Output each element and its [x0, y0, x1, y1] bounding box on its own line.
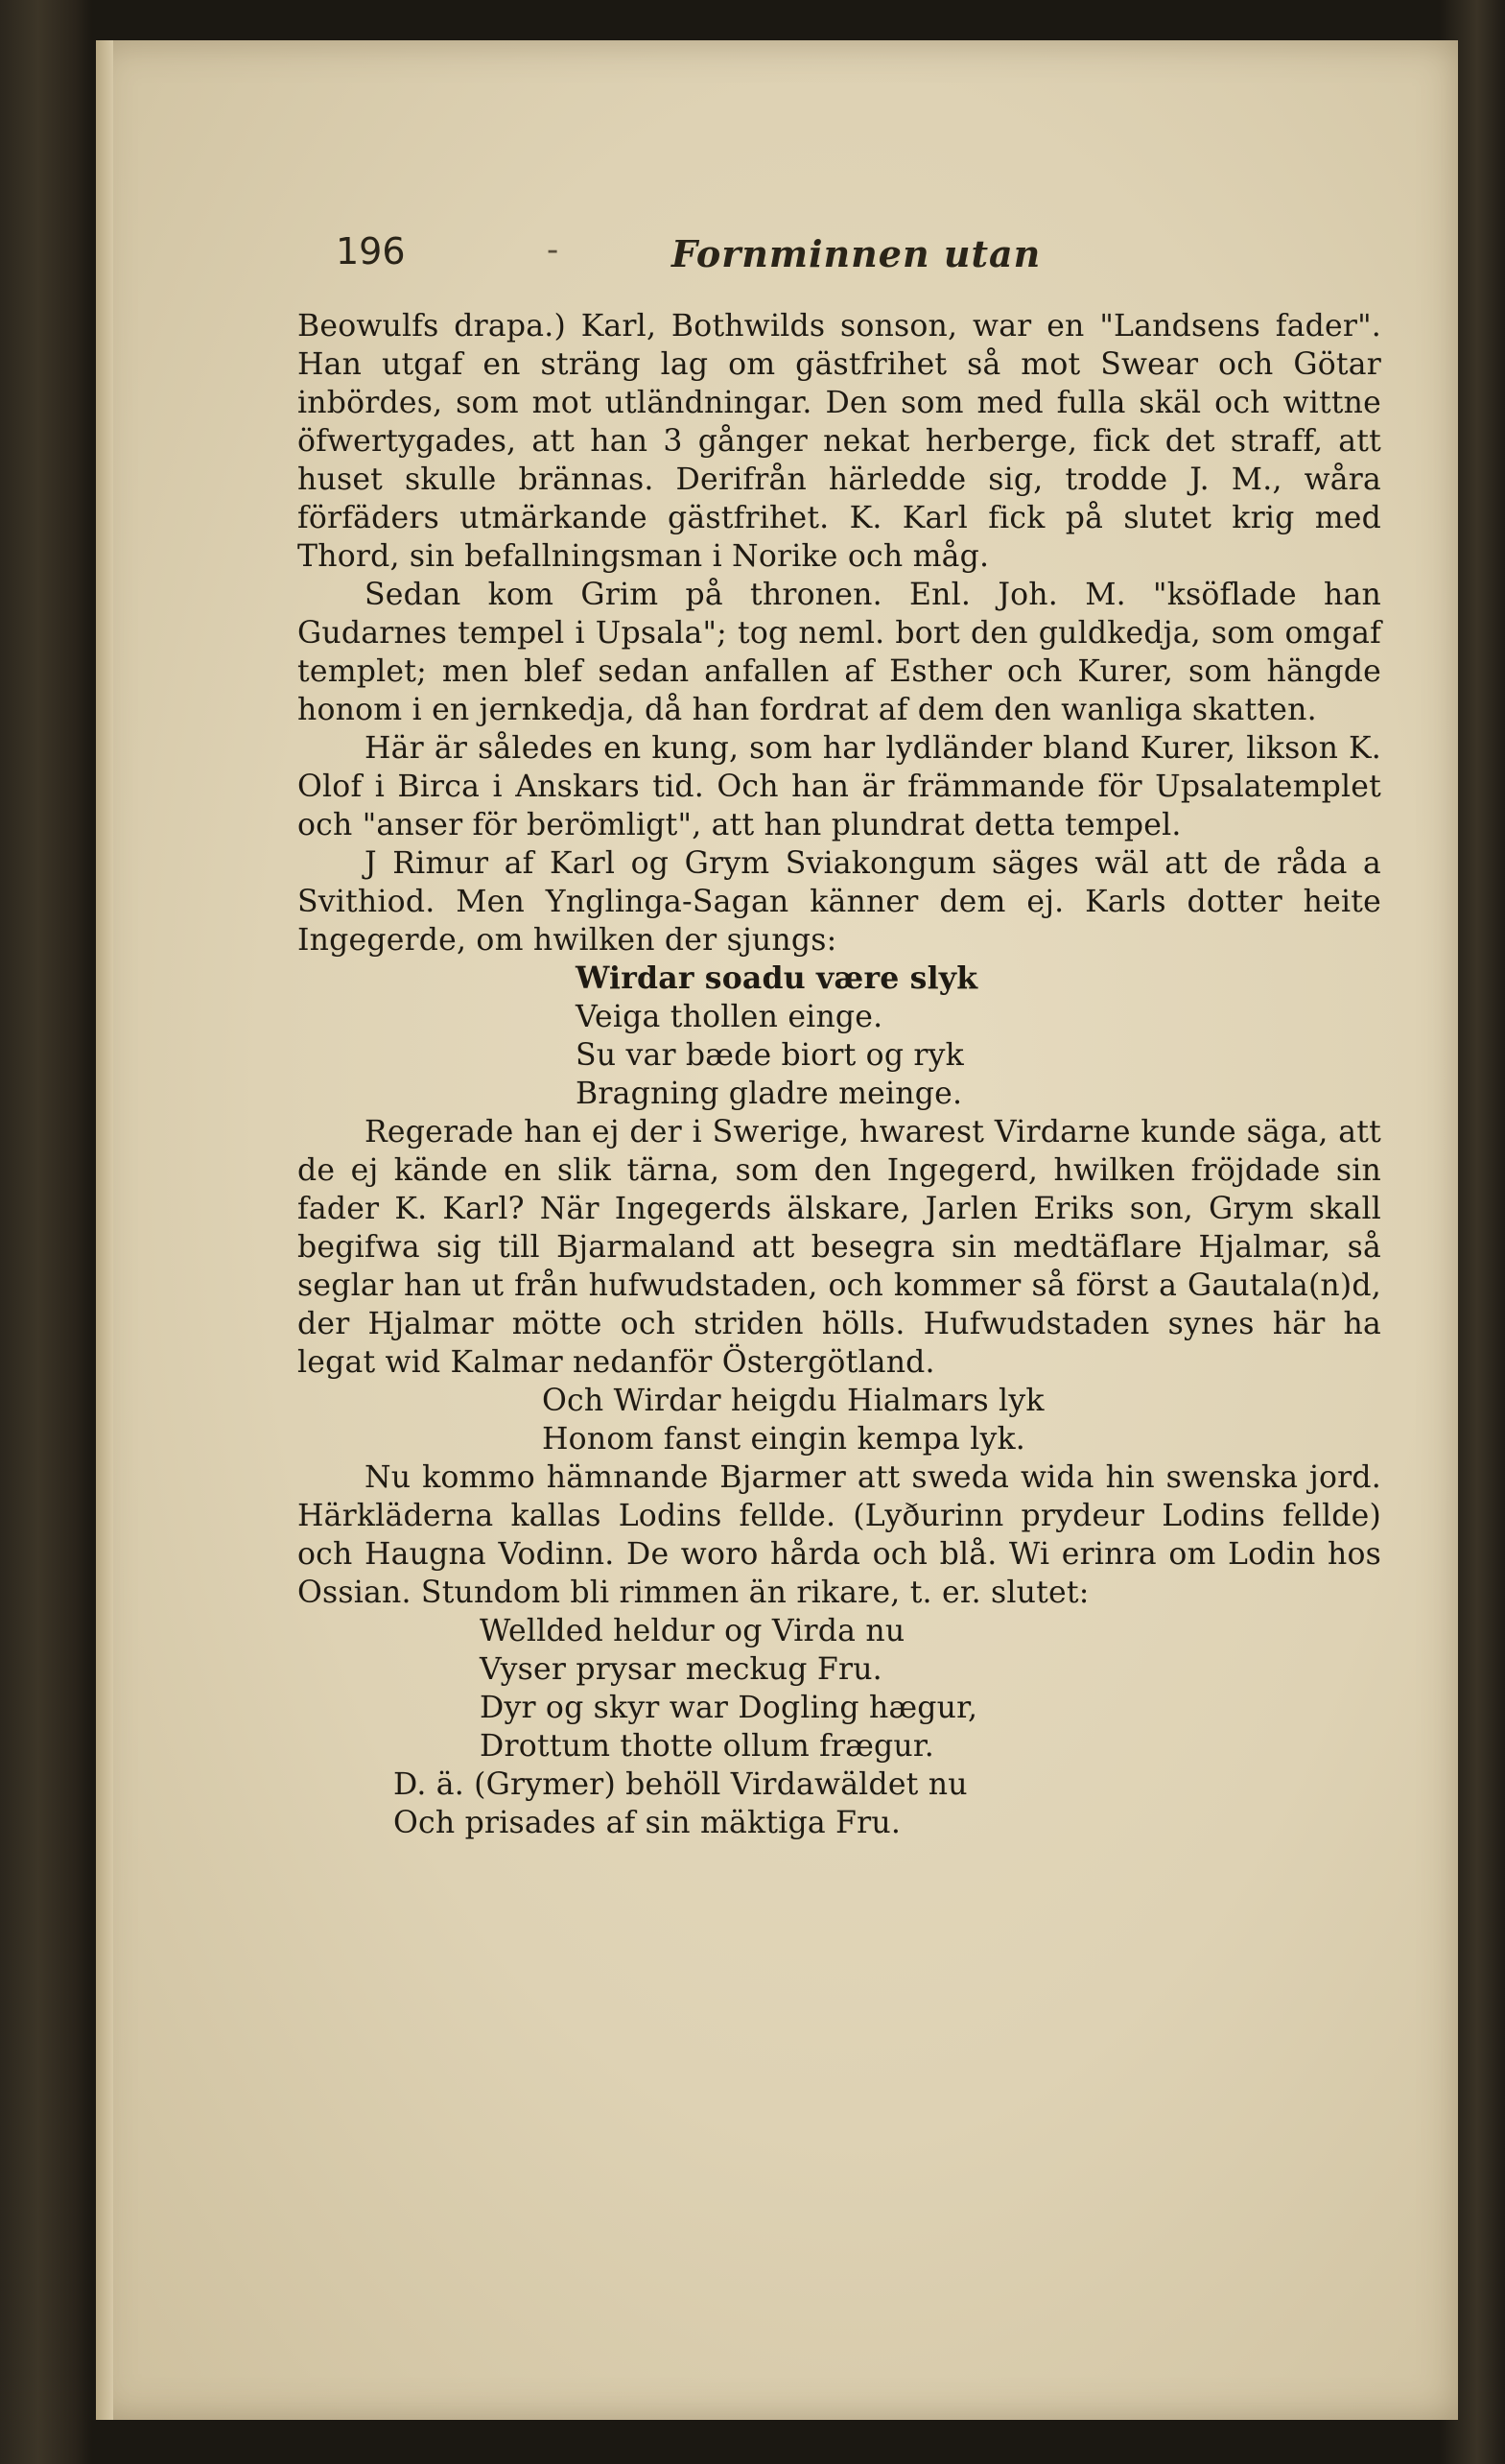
verse-block-ending [297, 1612, 1381, 1765]
running-title: Fornminnen utan [671, 232, 1042, 275]
verse-line: Su var bæde biort og ryk [576, 1038, 964, 1073]
verse-line: Wirdar soadu være slyk [576, 960, 978, 996]
paragraph: Här är således en kung, som har lydländer bland Kurer, likson K. Olof i Birca i Anskars tid. Och han är främmande för Upsalatemplet och "anser för berömligt", att han plundrat detta tempel. [297, 731, 1381, 842]
verse-line: Honom fanst eingin kempa lyk. [542, 1422, 1026, 1457]
page-body [297, 307, 1381, 1842]
verse-line: Och Wirdar heigdu Hialmars lyk [542, 1384, 1045, 1418]
verse-line: Veiga thollen einge. [576, 1000, 883, 1034]
closing-lines [297, 1765, 1381, 1842]
verse-line: Bragning gladre meinge. [576, 1077, 963, 1111]
page-gutter-edge [96, 40, 113, 2420]
verse-block-hialmar [297, 1382, 1381, 1458]
header-separator: - [547, 230, 559, 270]
paragraph: Beowulfs drapa.) Karl, Bothwilds sonson, war en "Landsens fader". Han utgaf en sträng lag om gästfrihet så mot Swear och Götar inbördes, som mot utländningar. Den som med fulla skäl och wittne öfwertygades, att han 3 gånger nekat herberge, fick det straff, att huset skulle brännas. Derifrån härledde sig, trodde J. M., wåra förfäders utmärkande gästfrihet. K. Karl fick på slutet krig med Thord, sin befallningsman i Norike och måg. [297, 309, 1381, 574]
verse-line: Wellded heldur og Virda nu [480, 1614, 905, 1648]
verse-line: Vyser prysar meckug Fru. [480, 1652, 882, 1687]
verse-block-ingegerd [297, 960, 1381, 1113]
verse-line: Drottum thotte ollum frægur. [480, 1729, 934, 1764]
paragraph: Regerade han ej der i Swerige, hwarest Virdarne kunde säga, att de ej kände en slik tärna, som den Ingegerd, hwilken fröjdade sin fader K. Karl? När Ingegerds älskare, Jarlen Eriks son, Grym skall begifwa sig till Bjarmaland att besegra sin medtäflare Hjalmar, så seglar han ut från hufwudstaden, och kommer så först a Gautala(n)d, der Hjalmar mötte och striden hölls. Hufwudstaden synes här ha legat wid Kalmar nedanför Östergötland. [297, 1115, 1381, 1380]
closing-line: Och prisades af sin mäktiga Fru. [393, 1806, 902, 1840]
page-header [230, 230, 1343, 288]
paragraph: Sedan kom Grim på thronen. Enl. Joh. M. "ksöflade han Gudarnes tempel i Upsala"; tog neml. bort den guldkedja, som omgaf templet; men blef sedan anfallen af Esther och Kurer, som hängde honom i en jernkedja, då han fordrat af dem den wanliga skatten. [297, 578, 1381, 727]
paragraph: J Rimur af Karl og Grym Sviakongum säges wäl att de råda a Svithiod. Men Ynglinga-Sagan känner dem ej. Karls dotter heite Ingegerde, om hwilken der sjungs: [297, 846, 1381, 958]
page-number: 196 [336, 230, 406, 272]
paragraph: Nu kommo hämnande Bjarmer att sweda wida hin swenska jord. Härkläderna kallas Lodins fellde. (Lyðurinn prydeur Lodins fellde) och Haugna Vodinn. De woro hårda och blå. Wi erinra om Lodin hos Ossian. Stundom bli rimmen än rikare, t. er. slutet: [297, 1460, 1381, 1610]
closing-line: D. ä. (Grymer) behöll Virdawäldet nu [393, 1767, 968, 1802]
verse-line: Dyr og skyr war Dogling hægur, [480, 1691, 978, 1725]
